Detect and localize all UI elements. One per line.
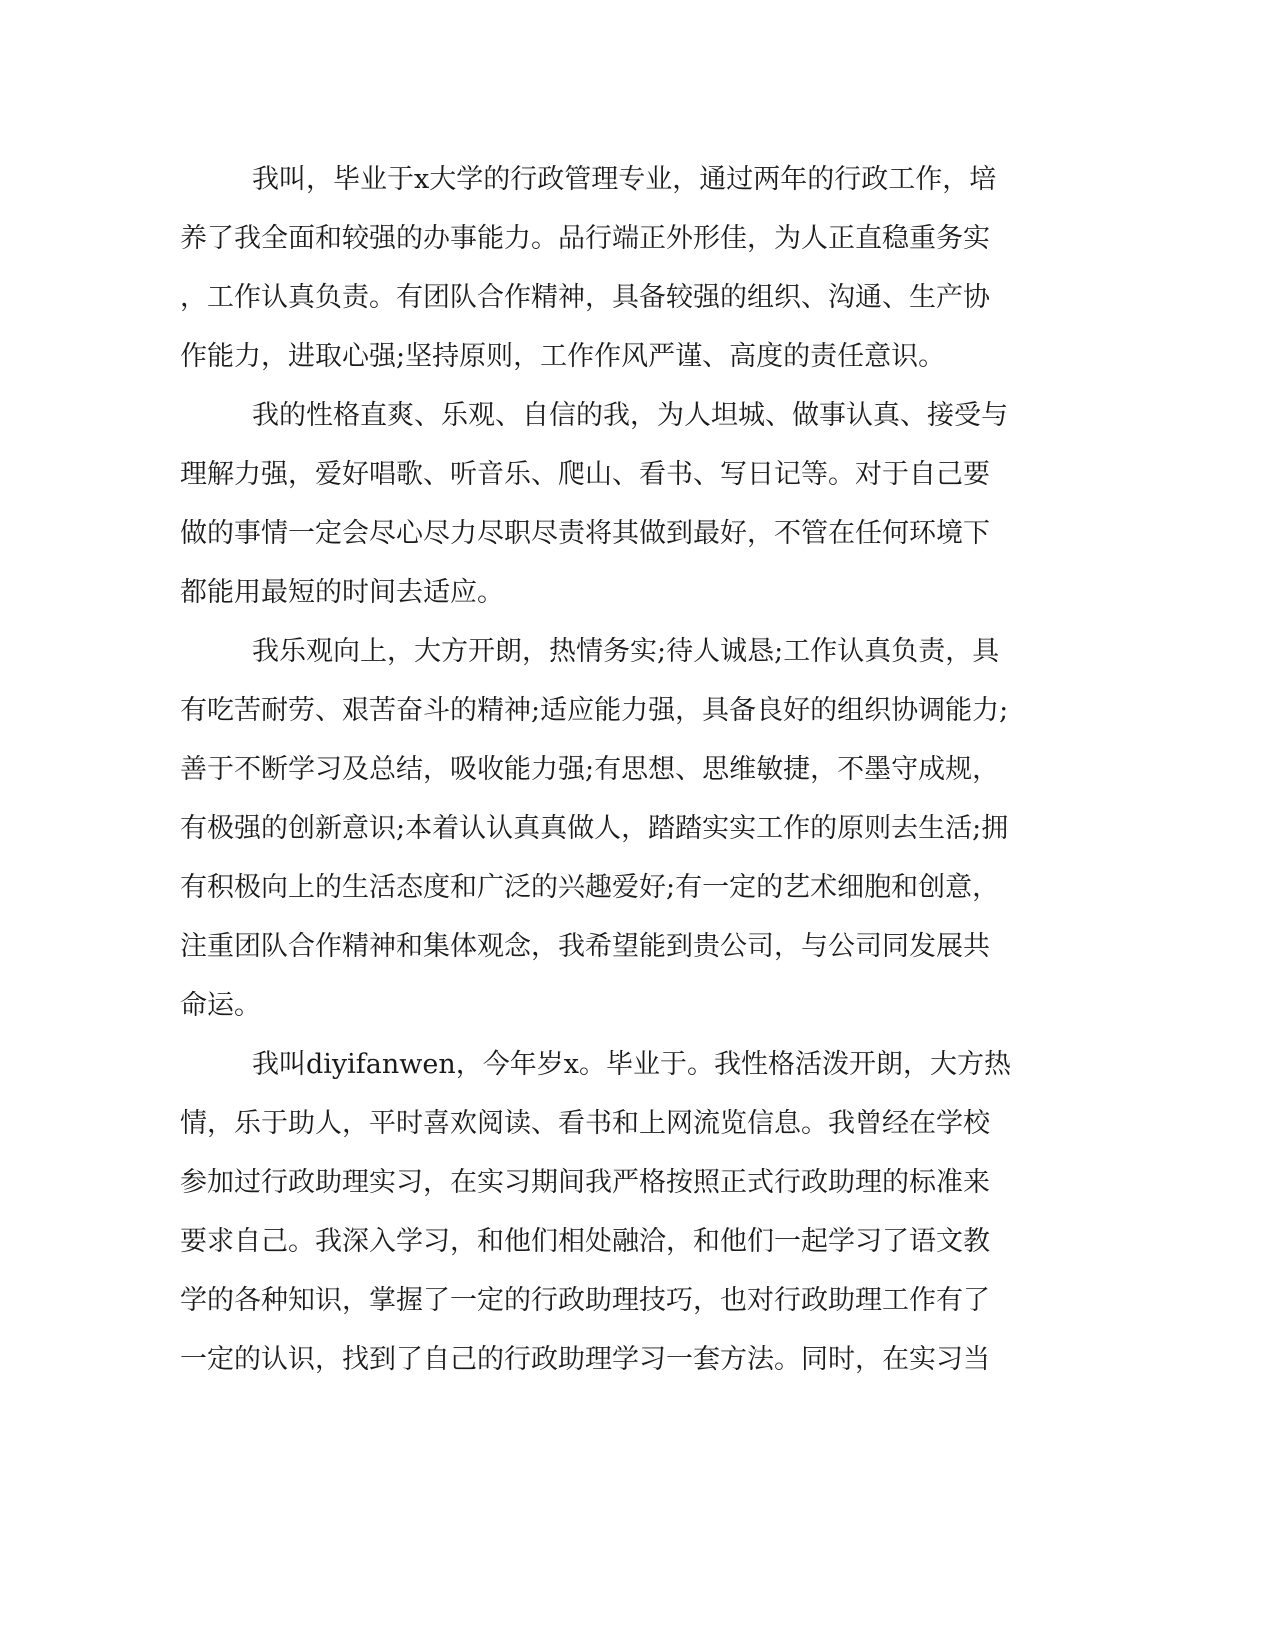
paragraph-3-line-5: 有积极向上的生活态度和广泛的兴趣爱好;有一定的艺术细胞和创意， <box>180 872 1000 903</box>
paragraph-3-line-1: 我乐观向上，大方开朗，热情务实;待人诚恳;工作认真负责，具 <box>252 636 1000 667</box>
paragraph-1-line-1: 我叫，毕业于x大学的行政管理专业，通过两年的行政工作，培 <box>252 164 997 195</box>
paragraph-4-line-4: 要求自己。我深入学习，和他们相处融洽，和他们一起学习了语文教 <box>180 1226 990 1257</box>
paragraph-3-line-4: 有极强的创新意识;本着认认真真做人，踏踏实实工作的原则去生活;拥 <box>180 813 1009 844</box>
paragraph-3-line-3: 善于不断学习及总结，吸收能力强;有思想、思维敏捷，不墨守成规， <box>180 754 1000 785</box>
paragraph-2-line-4: 都能用最短的时间去适应。 <box>180 577 504 608</box>
paragraph-3-line-6: 注重团队合作精神和集体观念，我希望能到贵公司，与公司同发展共 <box>180 931 990 962</box>
paragraph-2-line-1: 我的性格直爽、乐观、自信的我，为人坦城、做事认真、接受与 <box>252 400 1008 431</box>
paragraph-1-line-2: 养了我全面和较强的办事能力。品行端正外形佳，为人正直稳重务实 <box>180 223 990 254</box>
paragraph-4-line-2: 情，乐于助人，平时喜欢阅读、看书和上网流览信息。我曾经在学校 <box>180 1108 990 1139</box>
paragraph-4-line-6: 一定的认识，找到了自己的行政助理学习一套方法。同时，在实习当 <box>180 1344 990 1375</box>
paragraph-2-line-3: 做的事情一定会尽心尽力尽职尽责将其做到最好，不管在任何环境下 <box>180 518 990 549</box>
paragraph-4-line-3: 参加过行政助理实习，在实习期间我严格按照正式行政助理的标准来 <box>180 1167 990 1198</box>
paragraph-1-line-3: ，工作认真负责。有团队合作精神，具备较强的组织、沟通、生产协 <box>180 282 990 313</box>
paragraph-2-line-2: 理解力强，爱好唱歌、听音乐、爬山、看书、写日记等。对于自己要 <box>180 459 990 490</box>
paragraph-3-line-2: 有吃苦耐劳、艰苦奋斗的精神;适应能力强，具备良好的组织协调能力; <box>180 695 1009 726</box>
paragraph-4-line-5: 学的各种知识，掌握了一定的行政助理技巧，也对行政助理工作有了 <box>180 1285 990 1316</box>
paragraph-3-line-7: 命运。 <box>180 990 261 1021</box>
paragraph-1-line-4: 作能力，进取心强;坚持原则，工作作风严谨、高度的责任意识。 <box>180 341 946 372</box>
paragraph-4-line-1: 我叫diyifanwen，今年岁x。毕业于。我性格活泼开朗，大方热 <box>252 1049 1011 1080</box>
